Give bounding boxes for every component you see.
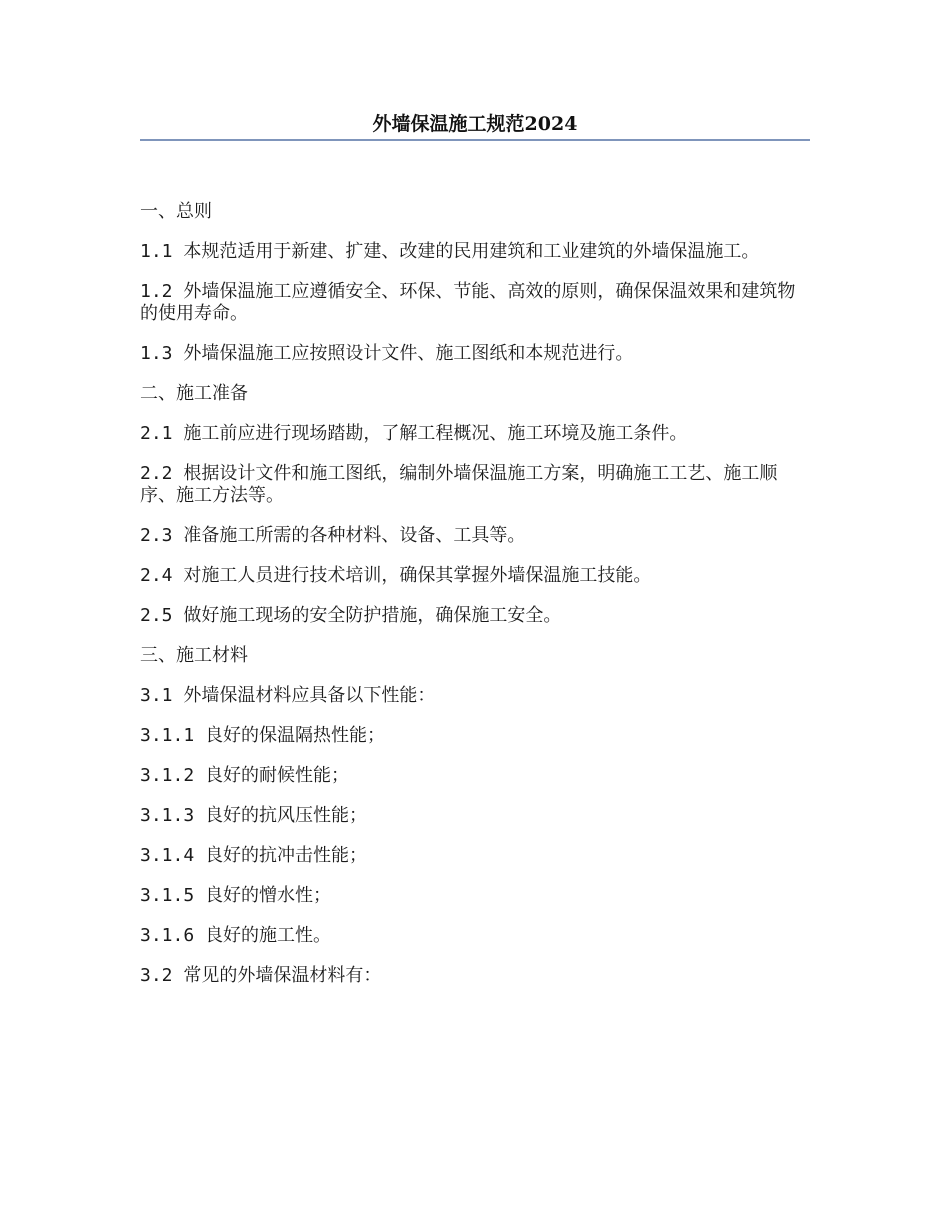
section-heading-preparation: 二、施工准备 xyxy=(140,383,248,404)
document-title: 外墙保温施工规范2024 xyxy=(372,113,578,135)
section-heading-general: 一、总则 xyxy=(140,201,212,222)
clause-3-1-2: 3.1.2 良好的耐候性能； xyxy=(140,765,350,786)
title-underline xyxy=(140,139,810,141)
clause-2-1: 2.1 施工前应进行现场踏勘，了解工程概况、施工环境及施工条件。 xyxy=(140,423,688,444)
clause-2-2: 2.2 根据设计文件和施工图纸，编制外墙保温施工方案，明确施工工艺、施工顺序、施工方法等。 xyxy=(140,463,778,506)
clause-1-1: 1.1 本规范适用于新建、扩建、改建的民用建筑和工业建筑的外墙保温施工。 xyxy=(140,241,760,262)
clause-1-2: 1.2 外墙保温施工应遵循安全、环保、节能、高效的原则，确保保温效果和建筑物的使用寿命。 xyxy=(140,281,796,324)
clause-2-3: 2.3 准备施工所需的各种材料、设备、工具等。 xyxy=(140,525,526,546)
clause-3-2: 3.2 常见的外墙保温材料有： xyxy=(140,965,382,986)
clause-2-5: 2.5 做好施工现场的安全防护措施，确保施工安全。 xyxy=(140,605,562,626)
clause-3-1-5: 3.1.5 良好的憎水性； xyxy=(140,885,332,906)
clause-3-1-1: 3.1.1 良好的保温隔热性能； xyxy=(140,725,386,746)
section-heading-materials: 三、施工材料 xyxy=(140,645,248,666)
clause-3-1-6: 3.1.6 良好的施工性。 xyxy=(140,925,332,946)
document-body xyxy=(140,201,805,1005)
clause-2-4: 2.4 对施工人员进行技术培训，确保其掌握外墙保温施工技能。 xyxy=(140,565,652,586)
clause-3-1-4: 3.1.4 良好的抗冲击性能； xyxy=(140,845,368,866)
clause-1-3: 1.3 外墙保温施工应按照设计文件、施工图纸和本规范进行。 xyxy=(140,343,634,364)
clause-3-1: 3.1 外墙保温材料应具备以下性能： xyxy=(140,685,436,706)
clause-3-1-3: 3.1.3 良好的抗风压性能； xyxy=(140,805,368,826)
